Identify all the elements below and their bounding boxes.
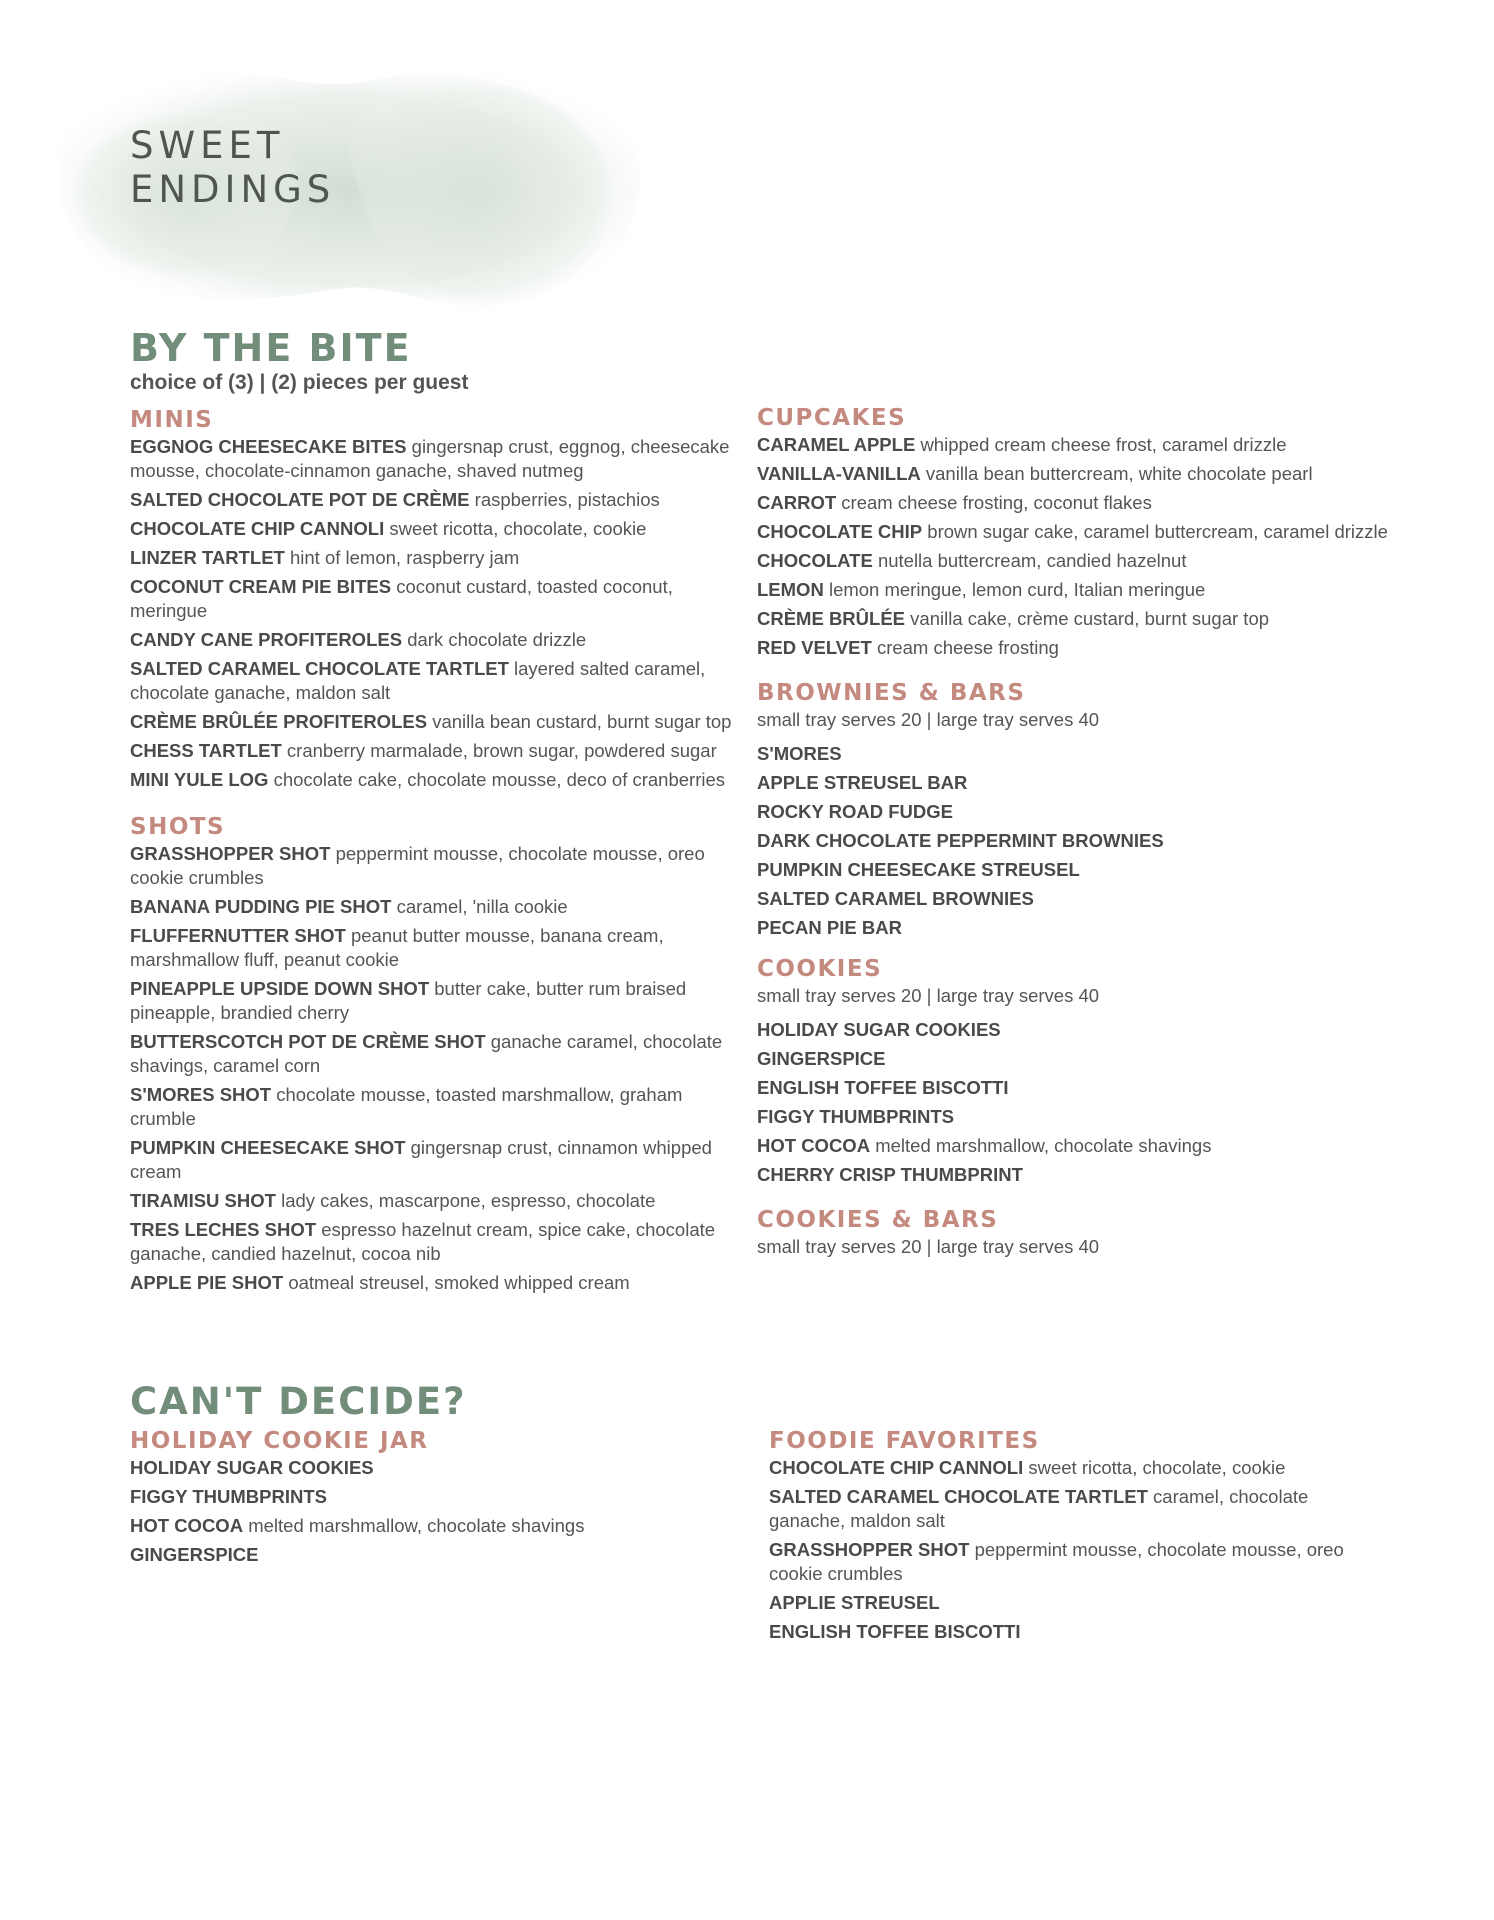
menu-item <box>130 977 750 1025</box>
menu-item <box>757 1047 1397 1071</box>
menu-item <box>130 924 750 972</box>
menu-item-description: vanilla bean custard, burnt sugar top <box>432 711 732 732</box>
menu-item-description: gingersnap crust, cinnamon whipped cream <box>130 1137 712 1182</box>
menu-item-description: vanilla bean buttercream, white chocolate pearl <box>925 463 1313 484</box>
menu-item-name: HOT COCOA <box>130 1515 244 1536</box>
menu-item <box>130 1083 750 1131</box>
cookie-jar-list <box>130 1456 730 1567</box>
menu-item-description: peppermint mousse, chocolate mousse, oreo cookie crumbles <box>130 843 705 888</box>
menu-item <box>130 517 750 541</box>
foodie-column <box>769 1426 1369 1658</box>
menu-item-name: PUMPKIN CHEESECAKE SHOT <box>130 1137 406 1158</box>
menu-item <box>769 1620 1369 1644</box>
cookies-subtitle: small tray serves 20 | large tray serves 40 <box>757 985 1100 1006</box>
by-the-bite-subtitle: choice of (3) | (2) pieces per guest <box>130 371 469 394</box>
menu-item <box>130 1030 750 1078</box>
cookies-bars-subtitle: small tray serves 20 | large tray serves 40 <box>757 1236 1100 1257</box>
menu-item-description: raspberries, pistachios <box>474 489 660 510</box>
menu-item-description: peppermint mousse, chocolate mousse, oreo cookie crumbles <box>769 1539 1344 1584</box>
menu-item-description: oatmeal streusel, smoked whipped cream <box>288 1272 630 1293</box>
shots-list <box>130 842 750 1295</box>
menu-item <box>757 1018 1397 1042</box>
minis-heading: MINIS <box>130 407 214 433</box>
menu-item-description: coconut custard, toasted coconut, meringue <box>130 576 673 621</box>
menu-item-description: espresso hazelnut cream, spice cake, chocolate ganache, candied hazelnut, cocoa nib <box>130 1219 716 1264</box>
menu-item-description: gingersnap crust, eggnog, cheesecake mousse, chocolate-cinnamon ganache, shaved nutmeg <box>130 436 730 481</box>
menu-item-name: TIRAMISU SHOT <box>130 1190 276 1211</box>
menu-item-name: VANILLA-VANILLA <box>757 463 921 484</box>
right-column <box>757 403 1397 1273</box>
menu-item-description: chocolate cake, chocolate mousse, deco of cranberries <box>273 769 726 790</box>
menu-item <box>130 1456 730 1480</box>
menu-item <box>130 435 750 483</box>
menu-item-description: caramel, chocolate ganache, maldon salt <box>769 1486 1309 1531</box>
menu-item-name: FIGGY THUMBPRINTS <box>757 1106 954 1127</box>
shots-heading: SHOTS <box>130 814 226 840</box>
menu-item-name: LEMON <box>757 579 824 600</box>
menu-item <box>757 462 1397 486</box>
menu-item <box>757 829 1397 853</box>
menu-item-name: PECAN PIE BAR <box>757 917 902 938</box>
menu-item <box>769 1485 1369 1533</box>
menu-item-name: CHERRY CRISP THUMBPRINT <box>757 1164 1023 1185</box>
menu-item <box>130 1136 750 1184</box>
cant-decide-header <box>130 1380 467 1424</box>
menu-item-description: peanut butter mousse, banana cream, marshmallow fluff, peanut cookie <box>130 925 664 970</box>
cookies-list <box>757 1018 1397 1187</box>
minis-list <box>130 435 750 792</box>
menu-item <box>130 1543 730 1567</box>
menu-item-name: SALTED CARAMEL CHOCOLATE TARTLET <box>130 658 509 679</box>
minis-section <box>130 405 750 792</box>
menu-item-description: chocolate mousse, toasted marshmallow, graham crumble <box>130 1084 683 1129</box>
menu-item <box>757 433 1397 457</box>
foodie-list <box>769 1456 1369 1644</box>
menu-item <box>130 488 750 512</box>
menu-item-name: CANDY CANE PROFITEROLES <box>130 629 403 650</box>
menu-item <box>130 739 750 763</box>
menu-item <box>130 657 750 705</box>
menu-item-name: PINEAPPLE UPSIDE DOWN SHOT <box>130 978 430 999</box>
menu-item-name: CHOCOLATE CHIP CANNOLI <box>769 1457 1024 1478</box>
menu-item-name: CRÈME BRÛLÉE PROFITEROLES <box>130 711 428 732</box>
cookies-section <box>757 954 1397 1187</box>
menu-item-description: cream cheese frosting <box>876 637 1059 658</box>
menu-item <box>757 578 1397 602</box>
menu-item <box>130 575 750 623</box>
foodie-heading: FOODIE FAVORITES <box>769 1428 1040 1454</box>
menu-item <box>757 491 1397 515</box>
menu-item-description: lady cakes, mascarpone, espresso, chocolate <box>281 1190 656 1211</box>
cookies-bars-section <box>757 1205 1397 1259</box>
menu-item-name: HOLIDAY SUGAR COOKIES <box>130 1457 374 1478</box>
menu-item-name: CHESS TARTLET <box>130 740 282 761</box>
menu-item <box>757 1134 1397 1158</box>
menu-item-description: melted marshmallow, chocolate shavings <box>875 1135 1212 1156</box>
menu-item <box>130 1514 730 1538</box>
menu-item <box>757 520 1397 544</box>
menu-item-description: whipped cream cheese frost, caramel drizzle <box>920 434 1287 455</box>
menu-item <box>130 895 750 919</box>
menu-item-description: vanilla cake, crème custard, burnt sugar top <box>910 608 1270 629</box>
menu-item-name: BANANA PUDDING PIE SHOT <box>130 896 392 917</box>
cupcakes-heading: CUPCAKES <box>757 405 907 431</box>
menu-item-name: TRES LECHES SHOT <box>130 1219 317 1240</box>
menu-item-description: cream cheese frosting, coconut flakes <box>841 492 1152 513</box>
menu-item-name: BUTTERSCOTCH POT DE CRÈME SHOT <box>130 1031 486 1052</box>
cookie-jar-heading: HOLIDAY COOKIE JAR <box>130 1428 429 1454</box>
cookie-jar-column <box>130 1426 730 1581</box>
menu-item-name: ENGLISH TOFFEE BISCOTTI <box>769 1621 1021 1642</box>
menu-item-name: CARROT <box>757 492 837 513</box>
menu-item <box>130 1189 750 1213</box>
menu-item-description: dark chocolate drizzle <box>407 629 587 650</box>
menu-item <box>769 1538 1369 1586</box>
menu-item-name: GRASSHOPPER SHOT <box>769 1539 970 1560</box>
menu-item-name: SALTED CARAMEL BROWNIES <box>757 888 1034 909</box>
menu-item-name: S'MORES <box>757 743 842 764</box>
menu-item-name: CRÈME BRÛLÉE <box>757 608 906 629</box>
menu-item <box>757 858 1397 882</box>
menu-item-name: S'MORES SHOT <box>130 1084 272 1105</box>
menu-item-name: GRASSHOPPER SHOT <box>130 843 331 864</box>
menu-item-description: melted marshmallow, chocolate shavings <box>248 1515 585 1536</box>
menu-item-name: GINGERSPICE <box>130 1544 259 1565</box>
menu-item-name: SALTED CARAMEL CHOCOLATE TARTLET <box>769 1486 1148 1507</box>
foodie-section <box>769 1426 1369 1644</box>
by-the-bite-header <box>130 326 468 396</box>
left-column <box>130 405 750 1309</box>
menu-item <box>757 607 1397 631</box>
menu-item <box>130 1218 750 1266</box>
menu-item-description: cranberry marmalade, brown sugar, powdered sugar <box>286 740 717 761</box>
menu-item-name: MINI YULE LOG <box>130 769 269 790</box>
menu-item-name: CHOCOLATE CHIP <box>757 521 923 542</box>
menu-item <box>130 546 750 570</box>
by-the-bite-heading: BY THE BITE <box>130 326 412 370</box>
menu-item <box>130 628 750 652</box>
menu-item-name: GINGERSPICE <box>757 1048 886 1069</box>
menu-item-description: lemon meringue, lemon curd, Italian meringue <box>828 579 1206 600</box>
brownies-heading: BROWNIES & BARS <box>757 680 1026 706</box>
menu-item-name: APPLE PIE SHOT <box>130 1272 284 1293</box>
menu-item <box>757 742 1397 766</box>
menu-item <box>757 800 1397 824</box>
menu-item-name: FLUFFERNUTTER SHOT <box>130 925 346 946</box>
menu-item-name: RED VELVET <box>757 637 872 658</box>
brownies-subtitle: small tray serves 20 | large tray serves 40 <box>757 709 1100 730</box>
page-title-line2: ENDINGS <box>130 168 336 211</box>
menu-item-description: butter cake, butter rum braised pineapple, brandied cherry <box>130 978 687 1023</box>
menu-item-name: LINZER TARTLET <box>130 547 285 568</box>
cupcakes-list <box>757 433 1397 660</box>
menu-item-name: DARK CHOCOLATE PEPPERMINT BROWNIES <box>757 830 1164 851</box>
menu-item-description: layered salted caramel, chocolate ganache, maldon salt <box>130 658 706 703</box>
menu-item <box>757 1076 1397 1100</box>
page-title <box>130 124 335 212</box>
menu-item <box>130 1485 730 1509</box>
shots-section <box>130 812 750 1295</box>
menu-item <box>130 1271 750 1295</box>
menu-item <box>757 771 1397 795</box>
menu-item <box>757 636 1397 660</box>
cookies-bars-heading: COOKIES & BARS <box>757 1207 999 1233</box>
cupcakes-section <box>757 403 1397 660</box>
menu-item <box>757 1163 1397 1187</box>
menu-item-name: PUMPKIN CHEESECAKE STREUSEL <box>757 859 1080 880</box>
menu-item <box>130 768 750 792</box>
menu-item-name: APPLE STREUSEL BAR <box>757 772 968 793</box>
menu-item-description: sweet ricotta, chocolate, cookie <box>389 518 647 539</box>
menu-item <box>130 842 750 890</box>
cookies-heading: COOKIES <box>757 956 883 982</box>
menu-item-name: HOLIDAY SUGAR COOKIES <box>757 1019 1001 1040</box>
menu-item-description: ganache caramel, chocolate shavings, caramel corn <box>130 1031 723 1076</box>
menu-item <box>757 1105 1397 1129</box>
brownies-section <box>757 678 1397 940</box>
menu-item-name: ENGLISH TOFFEE BISCOTTI <box>757 1077 1009 1098</box>
cookie-jar-section <box>130 1426 730 1567</box>
menu-item-description: brown sugar cake, caramel buttercream, caramel drizzle <box>927 521 1388 542</box>
menu-item-name: APPLIE STREUSEL <box>769 1592 940 1613</box>
menu-item-description: nutella buttercream, candied hazelnut <box>877 550 1187 571</box>
menu-item-description: caramel, 'nilla cookie <box>396 896 568 917</box>
menu-item-description: sweet ricotta, chocolate, cookie <box>1028 1457 1286 1478</box>
menu-item-name: CHOCOLATE <box>757 550 873 571</box>
menu-item-name: SALTED CHOCOLATE POT DE CRÈME <box>130 489 470 510</box>
menu-item <box>757 916 1397 940</box>
menu-item <box>769 1456 1369 1480</box>
menu-item-name: CHOCOLATE CHIP CANNOLI <box>130 518 385 539</box>
menu-item <box>757 549 1397 573</box>
menu-item-name: EGGNOG CHEESECAKE BITES <box>130 436 407 457</box>
menu-item-name: HOT COCOA <box>757 1135 871 1156</box>
menu-item-name: ROCKY ROAD FUDGE <box>757 801 953 822</box>
menu-item <box>757 887 1397 911</box>
menu-item-description: hint of lemon, raspberry jam <box>289 547 520 568</box>
menu-item-name: COCONUT CREAM PIE BITES <box>130 576 392 597</box>
brownies-list <box>757 742 1397 940</box>
menu-item-name: FIGGY THUMBPRINTS <box>130 1486 327 1507</box>
cant-decide-heading: CAN'T DECIDE? <box>130 1380 467 1423</box>
page-title-line1: SWEET <box>130 124 285 167</box>
menu-item <box>130 710 750 734</box>
menu-item <box>769 1591 1369 1615</box>
menu-item-name: CARAMEL APPLE <box>757 434 916 455</box>
